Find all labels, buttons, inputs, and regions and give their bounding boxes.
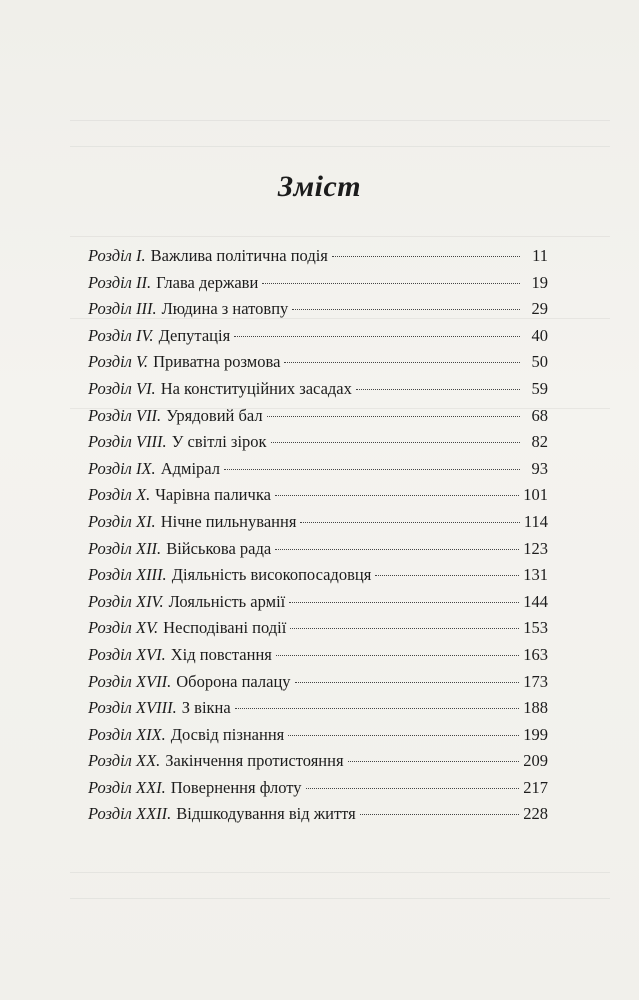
chapter-title: Лояльність армії [168, 591, 286, 611]
chapter-title: У світлі зірок [171, 432, 267, 452]
chapter-title: Досвід пізнання [170, 724, 285, 744]
chapter-label: Розділ VI. [88, 378, 156, 398]
toc-row [88, 592, 548, 619]
page-number: 228 [523, 804, 548, 824]
show-through-line [70, 236, 610, 237]
chapter-title: Адмірал [160, 458, 220, 478]
page-number: 59 [531, 378, 548, 398]
chapter-label: Розділ XXII. [88, 804, 172, 824]
chapter-title: Приватна розмова [153, 352, 281, 372]
chapter-label: Розділ XIX. [88, 724, 166, 744]
dot-leader [306, 788, 520, 789]
chapter-label: Розділ VII. [88, 405, 162, 425]
chapter-title: Несподівані події [163, 618, 287, 638]
dot-leader [276, 655, 519, 656]
page-number: 123 [523, 538, 548, 558]
toc-row [88, 618, 548, 645]
chapter-label: Розділ IX. [88, 458, 156, 478]
dot-leader [300, 522, 519, 523]
page-number: 50 [531, 352, 548, 372]
dot-leader [262, 283, 520, 284]
toc-row [88, 326, 548, 353]
toc-row [88, 352, 548, 379]
dot-leader [235, 708, 520, 709]
toc-row [88, 485, 548, 512]
page-number: 163 [523, 644, 548, 664]
chapter-label: Розділ III. [88, 299, 157, 319]
chapter-title: Нічне пильнування [160, 511, 297, 531]
page-number: 29 [531, 299, 548, 319]
chapter-title: Важлива політична подія [150, 246, 328, 265]
dot-leader [356, 389, 520, 390]
toc-row [88, 539, 548, 566]
toc-row [88, 379, 548, 406]
dot-leader [292, 309, 520, 310]
table-of-contents [88, 246, 548, 831]
chapter-title: Оборона палацу [176, 671, 291, 691]
page-number: 217 [523, 777, 548, 797]
page-number: 114 [523, 511, 548, 531]
toc-row [88, 273, 548, 300]
page-number: 19 [531, 272, 548, 292]
toc-row [88, 725, 548, 752]
dot-leader [288, 735, 519, 736]
dot-leader [271, 442, 520, 443]
chapter-label: Розділ XXI. [88, 777, 166, 797]
page-number: 82 [531, 432, 548, 452]
page-number: 101 [523, 485, 548, 505]
dot-leader [360, 814, 520, 815]
dot-leader [290, 628, 519, 629]
dot-leader [224, 469, 520, 470]
chapter-label: Розділ V. [88, 352, 149, 372]
page-number: 144 [523, 591, 548, 611]
page-number: 11 [532, 246, 548, 265]
chapter-title: Діяльність високопосадовця [171, 565, 372, 585]
show-through-line [70, 898, 610, 899]
dot-leader [295, 682, 520, 683]
chapter-label: Розділ I. [88, 246, 146, 265]
chapter-label: Розділ XVII. [88, 671, 172, 691]
chapter-title: Відшкодування від життя [176, 804, 356, 824]
toc-row [88, 432, 548, 459]
dot-leader [332, 256, 520, 257]
dot-leader [234, 336, 520, 337]
show-through-line [70, 120, 610, 121]
toc-row [88, 645, 548, 672]
chapter-label: Розділ IV. [88, 325, 154, 345]
chapter-title: Військова рада [166, 538, 272, 558]
page-number: 40 [531, 325, 548, 345]
chapter-title: З вікна [181, 698, 231, 718]
dot-leader [275, 495, 519, 496]
toc-row [88, 778, 548, 805]
page-number: 153 [523, 618, 548, 638]
chapter-title: На конституційних засадах [160, 378, 352, 398]
toc-row [88, 512, 548, 539]
toc-row [88, 459, 548, 486]
dot-leader [348, 761, 520, 762]
chapter-label: Розділ XV. [88, 618, 159, 638]
page-number: 93 [531, 458, 548, 478]
chapter-label: Розділ X. [88, 485, 151, 505]
show-through-line [70, 872, 610, 873]
chapter-title: Хід повстання [170, 644, 272, 664]
dot-leader [375, 575, 519, 576]
page-number: 199 [523, 724, 548, 744]
toc-row [88, 565, 548, 592]
chapter-title: Глава держави [156, 272, 259, 292]
page-number: 68 [531, 405, 548, 425]
chapter-title: Депутація [158, 325, 231, 345]
show-through-line [70, 146, 610, 147]
chapter-label: Розділ XIV. [88, 591, 164, 611]
chapter-title: Людина з натовпу [161, 299, 289, 319]
chapter-label: Розділ II. [88, 272, 152, 292]
toc-row [88, 672, 548, 699]
chapter-label: Розділ XVIII. [88, 698, 177, 718]
page-number: 173 [523, 671, 548, 691]
chapter-label: Розділ XVI. [88, 644, 166, 664]
chapter-label: Розділ XII. [88, 538, 162, 558]
chapter-title: Чарівна паличка [155, 485, 271, 505]
chapter-title: Закінчення протистояння [165, 751, 344, 771]
chapter-label: Розділ VIII. [88, 432, 167, 452]
chapter-label: Розділ XI. [88, 511, 156, 531]
toc-row [88, 246, 548, 273]
dot-leader [267, 416, 520, 417]
chapter-label: Розділ XIII. [88, 565, 167, 585]
page-number: 131 [523, 565, 548, 585]
dot-leader [284, 362, 520, 363]
dot-leader [275, 549, 519, 550]
toc-row [88, 698, 548, 725]
page-title: Зміст [277, 170, 362, 203]
toc-row [88, 406, 548, 433]
toc-row [88, 804, 548, 831]
page-number: 188 [523, 698, 548, 718]
toc-row [88, 751, 548, 778]
chapter-title: Урядовий бал [166, 405, 263, 425]
chapter-title: Повернення флоту [170, 777, 302, 797]
chapter-label: Розділ XX. [88, 751, 161, 771]
toc-row [88, 299, 548, 326]
dot-leader [289, 602, 519, 603]
page-number: 209 [523, 751, 548, 771]
